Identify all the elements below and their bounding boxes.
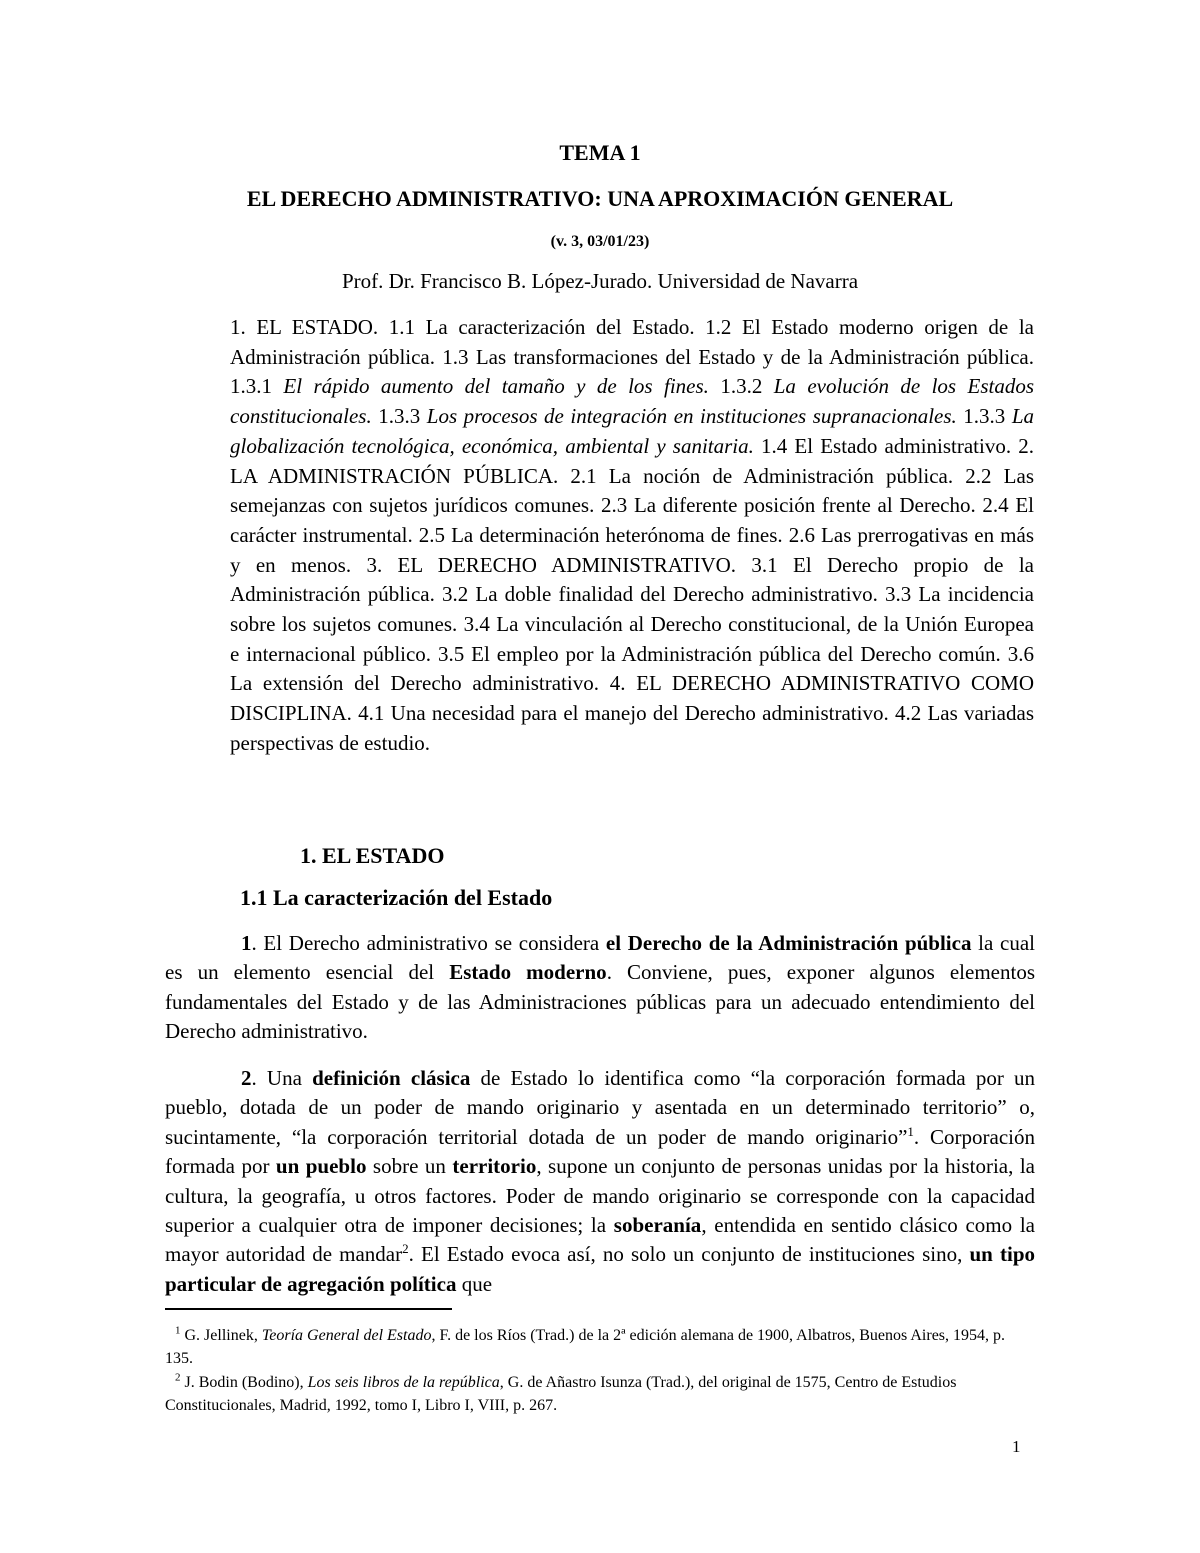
summary-run: 1.3.3 [956, 404, 1012, 429]
summary-run: 1.4 El Estado administrativo. 2. LA ADMINISTRACIÓN PÚBLICA. 2.1 La noción de Administración pública. 2.2 Las semejanzas con sujetos jurídicos comunes. 2.3 La diferente posición frente al Derecho. 2.4 El carácter instrumental. 2.5 La determinación heterónoma de fines. 2.6 Las prerrogativas en más y en menos. 3. EL DERECHO ADMINISTRATIVO. 3.1 El Derecho propio de la Administración pública. 3.2 La doble finalidad del Derecho administrativo. 3.3 La incidencia sobre los sujetos comunes. 3.4 La vinculación al Derecho constitucional, de la Unión Europea e internacional público. 3.5 El empleo por la Administración pública del Derecho común. 3.6 La extensión del Derecho administrativo. 4. EL DERECHO ADMINISTRATIVO COMO DISCIPLINA. 4.1 Una necesidad para el manejo del Derecho administrativo. 4.2 Las variadas perspectivas de estudio. [230, 433, 1034, 755]
paragraph-2-run: , entendida en sentido clásico como la mayor autoridad de mandar [165, 1213, 1035, 1267]
footnote-1-post: , F. de los Ríos (Trad.) de la 2ª edición alemana de 1900, Albatros, Buenos Aires, 1954, p. 135. [165, 1327, 1006, 1368]
summary-run: La globalización tecnológica, económica, ambiental y sanitaria. [230, 404, 1034, 458]
subsection-heading: 1.1 La caracterización del Estado [240, 885, 553, 910]
paragraph-2-run: . Una [251, 1066, 313, 1090]
paragraph-2-run: un pueblo [275, 1154, 367, 1179]
paragraph-1 [165, 929, 1035, 1047]
paragraph-1-run: 1 [241, 931, 252, 955]
paragraph-2-run: definición clásica [312, 1066, 471, 1090]
paragraph-1-run: . Conviene, pues, exponer algunos elementos fundamentales del Estado y de las Administraciones públicas para un adecuado entendimiento del Derecho administrativo. [165, 960, 1035, 1044]
footnote-separator [165, 1308, 452, 1310]
paragraph-1-run: el Derecho de la Administración pública [605, 931, 972, 955]
paragraph-1-run: la cual es un elemento esencial del [165, 931, 1035, 985]
table-of-contents-summary [230, 313, 1034, 759]
tema-heading: TEMA 1 [559, 140, 641, 165]
paragraph-2-run: de Estado lo identifica como “la corporación formada por un pueblo, dotada de un poder de mando originario y asentada en un determinado territorio” o, sucintamente, “la corporación territorial dotada de un poder de mando originario” [165, 1066, 1035, 1149]
paragraph-2-run: . Corporación formada por [165, 1124, 1035, 1179]
summary-run: Los procesos de integración en instituciones supranacionales. [426, 404, 957, 429]
summary-run: 1.3.2 [708, 374, 774, 399]
paragraph-2-run: 2 [241, 1066, 252, 1090]
paragraph-2 [165, 1064, 1035, 1299]
footnote-2-post: , G. de Añastro Isunza (Trad.), del original de 1575, Centro de Estudios Constitucionales, Madrid, 1992, tomo I, Libro I, VIII, p. 267. [165, 1374, 957, 1415]
footnote-1-number: 1 [175, 1325, 181, 1337]
footnote-2-pre: J. Bodin (Bodino), [180, 1374, 308, 1392]
paragraph-1-run: Estado moderno [449, 960, 607, 985]
version-label: (v. 3, 03/01/23) [550, 233, 650, 250]
summary-run: 1. EL ESTADO. 1.1 La caracterización del Estado. 1.2 El Estado moderno origen de la Administración pública. 1.3 Las transformaciones del Estado y de la Administración pública. 1.3.1 [230, 315, 1034, 399]
summary-run: La evolución de los Estados constitucionales. [230, 374, 1035, 429]
footnote-2-title: Los seis libros de la república [307, 1374, 500, 1392]
summary-run: El rápido aumento del tamaño y de los fines. [283, 374, 709, 399]
footnote-1-title: Teoría General del Estado [261, 1327, 432, 1345]
author-line: Prof. Dr. Francisco B. López-Jurado. Universidad de Navarra [341, 269, 859, 293]
paragraph-2-run: sobre un [366, 1154, 453, 1179]
section-heading: 1. EL ESTADO [300, 843, 445, 868]
paragraph-2-run: , supone un conjunto de personas unidas por la historia, la cultura, la geografía, u otros factores. Poder de mando originario se corresponde con la capacidad superior a cualquier otra de imponer decisiones; la [165, 1154, 1035, 1238]
paragraph-2-run: un tipo particular de agregación política [165, 1242, 1035, 1296]
paragraph-2-run: que [456, 1271, 493, 1296]
footnote-1-pre: G. Jellinek, [180, 1327, 262, 1345]
paragraph-1-run: . El Derecho administrativo se considera [251, 931, 606, 955]
paragraph-2-run: . El Estado evoca así, no solo un conjunto de instituciones sino, [408, 1242, 970, 1267]
paragraph-2-run: soberanía [613, 1213, 702, 1238]
footnote-2-number: 2 [175, 1372, 181, 1384]
footnote-1 [165, 1320, 1035, 1370]
paragraph-2-run: territorio [452, 1154, 537, 1179]
document-title: EL DERECHO ADMINISTRATIVO: UNA APROXIMACIÓN GENERAL [246, 186, 954, 211]
paragraph-2-run: 1 [907, 1123, 914, 1139]
summary-run: 1.3.3 [371, 404, 427, 429]
paragraph-2-run: 2 [402, 1241, 409, 1257]
page-number: 1 [1012, 1437, 1021, 1456]
footnote-2 [165, 1367, 1035, 1417]
